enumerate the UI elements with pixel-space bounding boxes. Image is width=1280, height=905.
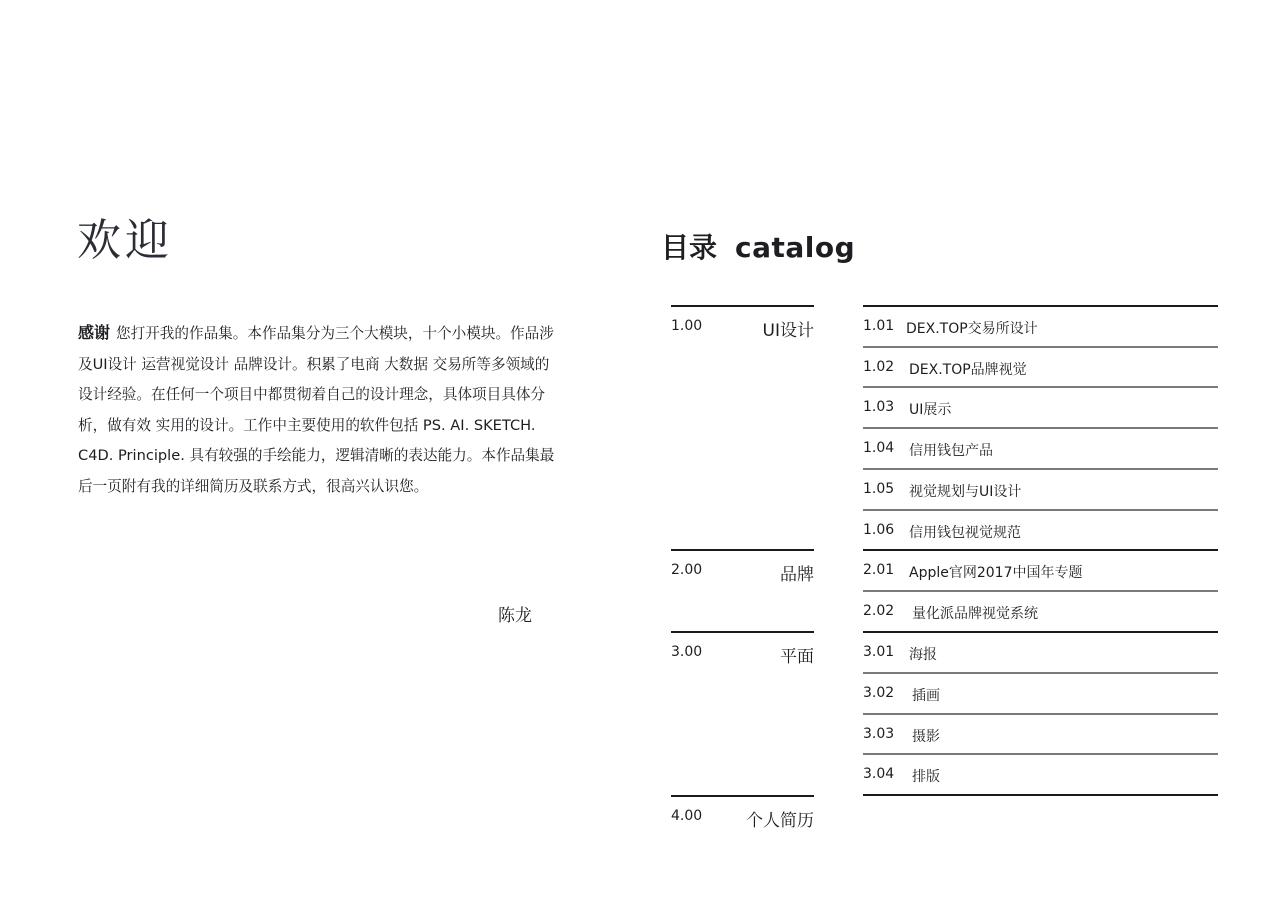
item-number: 3.03 xyxy=(863,726,895,742)
item-label: DEX.TOP交易所设计 xyxy=(906,321,1038,337)
item-label: 信用钱包产品 xyxy=(909,443,993,459)
item-number: 1.03 xyxy=(863,399,895,415)
section-number: 3.00 xyxy=(671,644,703,660)
item-number: 3.04 xyxy=(863,766,895,782)
catalog-title-cn: 目录 xyxy=(661,231,718,264)
item-number: 2.02 xyxy=(863,603,895,619)
item-number: 1.05 xyxy=(863,481,895,497)
section-name: 个人简历 xyxy=(746,811,814,831)
section-name: 品牌 xyxy=(780,565,814,585)
intro-body: 您打开我的作品集。本作品集分为三个大模块，十个小模块。作品涉及UI设计 运营视觉设计 品牌设计。积累了电商 大数据 交易所等多领域的设计经验。在任何一个项目中都贯彻着自己的设计理念，具体项目具体分析，做有效 实用的设计。工作中主要使用的软件包括 PS. AI. SKETCH. C4D. Principle. 具有较强的手绘能力，逻辑清晰的表达能力。本作品集最后一页附有我的详细简历及联系方式，很高兴认识您。 xyxy=(78,325,555,495)
catalog-item[interactable] xyxy=(863,631,1218,672)
catalog-section-brand[interactable] xyxy=(671,549,814,589)
item-number: 2.01 xyxy=(863,562,895,578)
catalog-item[interactable] xyxy=(863,509,1218,550)
catalog-section-ui[interactable] xyxy=(671,305,814,345)
catalog-item[interactable] xyxy=(863,672,1218,713)
catalog-end-divider xyxy=(863,794,1218,796)
section-number: 4.00 xyxy=(671,808,703,824)
catalog-section-resume[interactable] xyxy=(671,795,814,835)
item-label: 视觉规划与UI设计 xyxy=(909,484,1022,500)
catalog-item[interactable] xyxy=(863,346,1218,387)
catalog-item[interactable] xyxy=(863,305,1218,346)
item-number: 1.04 xyxy=(863,440,895,456)
item-label: Apple官网2017中国年专题 xyxy=(909,565,1083,581)
item-label: 信用钱包视觉规范 xyxy=(909,525,1021,541)
catalog-item[interactable] xyxy=(863,590,1218,631)
catalog-item[interactable] xyxy=(863,468,1218,509)
section-name: 平面 xyxy=(780,647,814,667)
catalog-title-en: catalog xyxy=(735,231,856,264)
intro-lead: 感谢 xyxy=(78,323,111,342)
section-name: UI设计 xyxy=(762,321,814,341)
item-number: 1.06 xyxy=(863,522,895,538)
item-number: 1.01 xyxy=(863,318,895,334)
catalog-item[interactable] xyxy=(863,427,1218,468)
welcome-title: 欢迎 xyxy=(77,215,173,266)
item-label: DEX.TOP品牌视觉 xyxy=(909,362,1027,378)
item-label: 量化派品牌视觉系统 xyxy=(912,606,1038,622)
item-label: 排版 xyxy=(912,769,940,785)
item-number: 1.02 xyxy=(863,359,895,375)
intro-paragraph xyxy=(78,318,558,502)
item-label: 插画 xyxy=(912,688,940,704)
item-number: 3.02 xyxy=(863,685,895,701)
catalog-section-graphic[interactable] xyxy=(671,631,814,671)
item-label: 海报 xyxy=(909,647,937,663)
section-number: 2.00 xyxy=(671,562,703,578)
catalog-item[interactable] xyxy=(863,713,1218,754)
item-number: 3.01 xyxy=(863,644,895,660)
item-label: 摄影 xyxy=(912,729,940,745)
catalog-title xyxy=(661,228,855,268)
catalog-item[interactable] xyxy=(863,549,1218,590)
catalog-item[interactable] xyxy=(863,386,1218,427)
catalog-item[interactable] xyxy=(863,753,1218,794)
item-label: UI展示 xyxy=(909,402,952,418)
signature: 陈龙 xyxy=(498,606,532,626)
section-number: 1.00 xyxy=(671,318,703,334)
